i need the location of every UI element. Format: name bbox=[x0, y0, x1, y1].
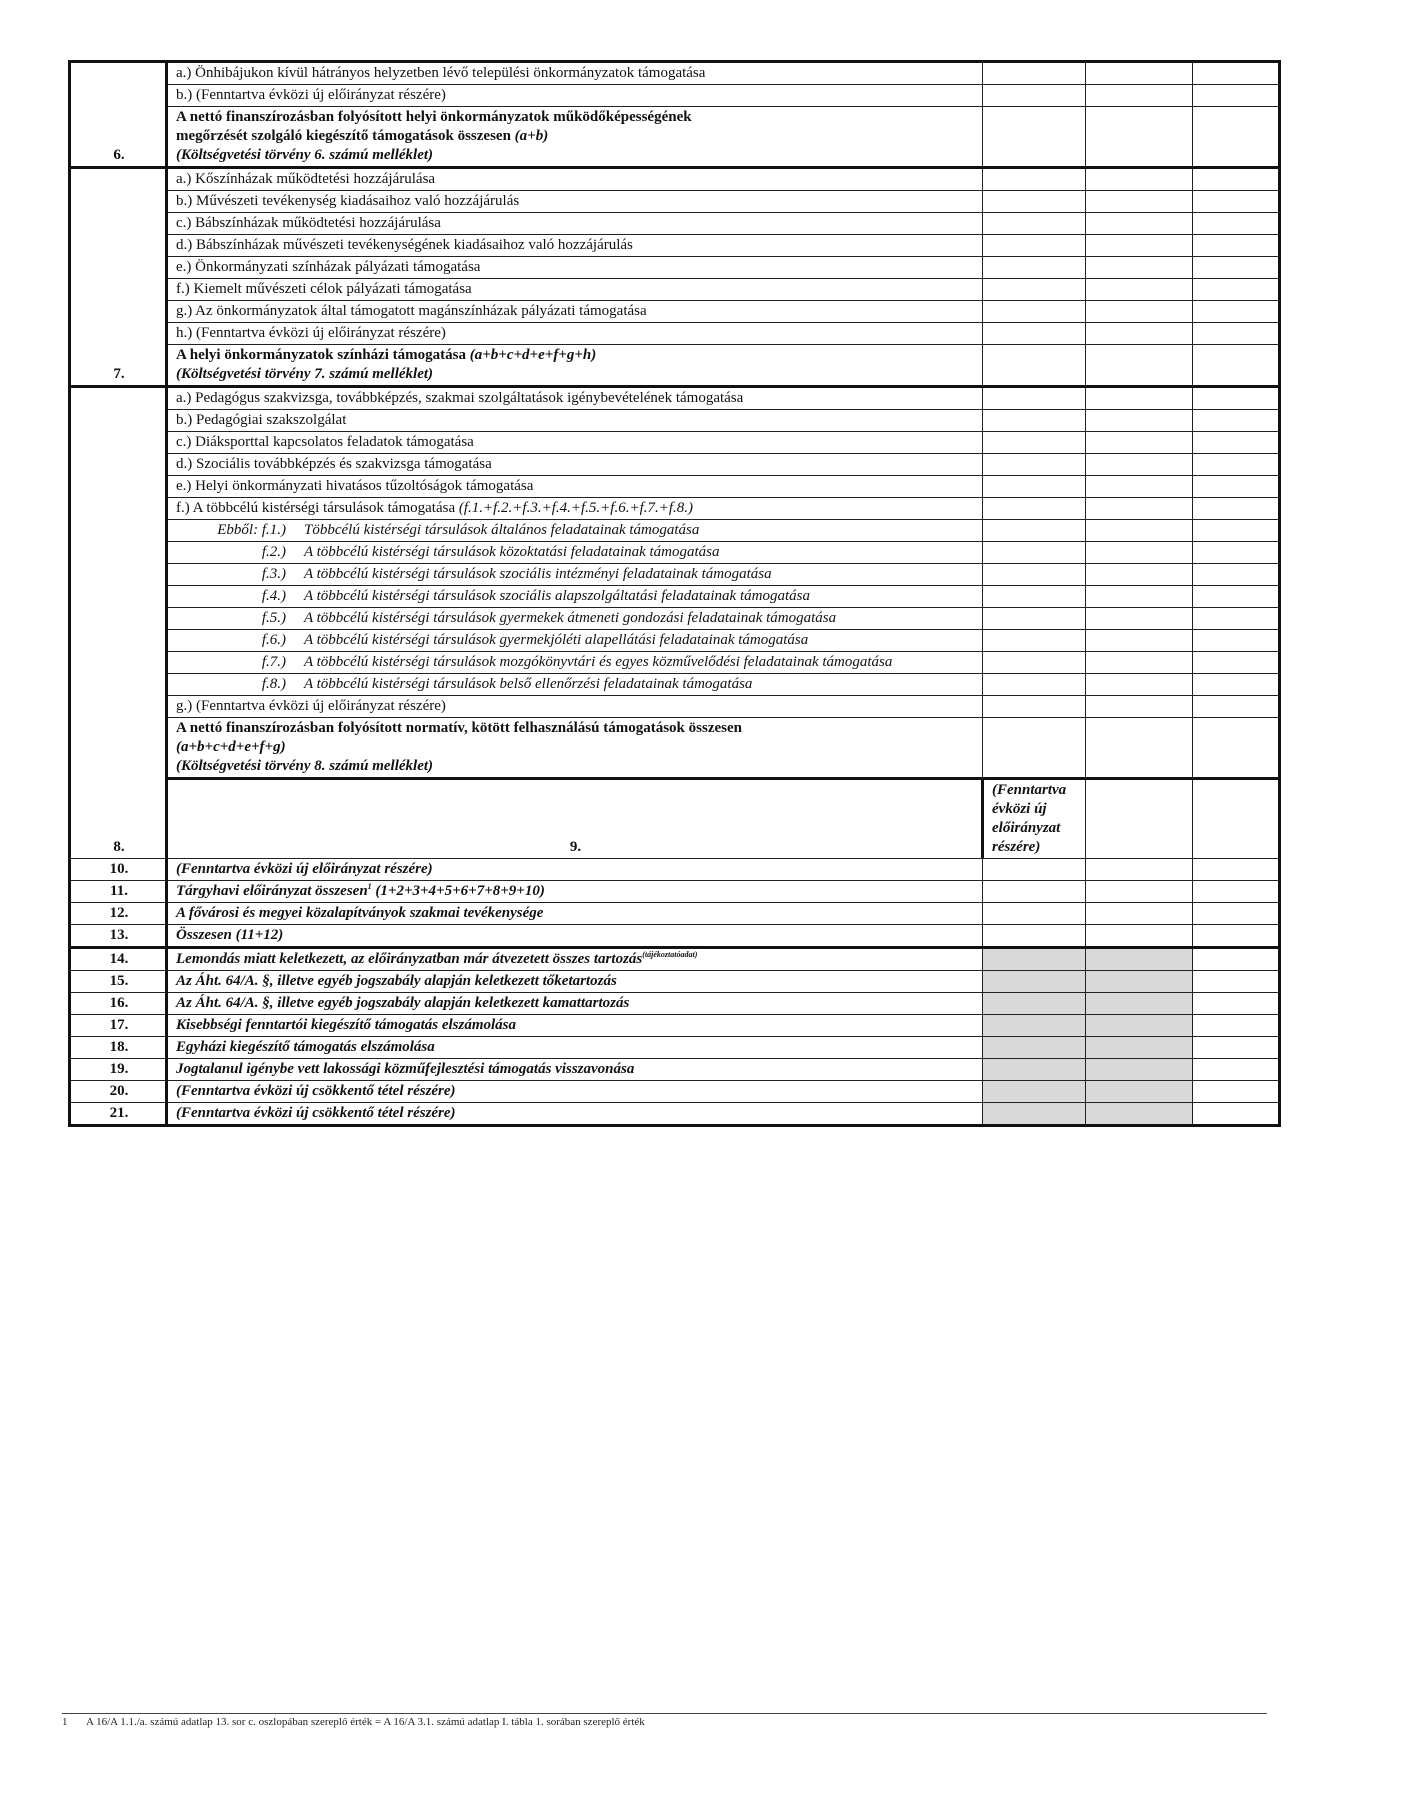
table-row bbox=[70, 993, 1280, 1015]
sub-text: A többcélú kistérségi társulások mozgókönyvtári és egyes közművelődési feladatainak támogatása bbox=[304, 654, 893, 670]
value-cell[interactable] bbox=[1086, 881, 1193, 903]
row-label: a.) Pedagógus szakvizsga, továbbképzés, szakmai szolgáltatások igénybevételének támogatása bbox=[167, 387, 983, 410]
disabled-cell bbox=[1086, 1037, 1193, 1059]
info-note: (tájékoztatóadat) bbox=[642, 950, 698, 959]
subsidy-form-table bbox=[68, 60, 1281, 1127]
sub-label: f.8.) bbox=[261, 676, 286, 692]
table-row bbox=[70, 1037, 1280, 1059]
sub-label: f.6.) bbox=[261, 632, 286, 648]
total-formula: (a+b+c+d+e+f+g+h) bbox=[469, 347, 597, 363]
table-row bbox=[70, 859, 1280, 881]
row-label-sub bbox=[167, 630, 983, 652]
value-cell[interactable] bbox=[1086, 301, 1193, 323]
value-cell[interactable] bbox=[983, 235, 1086, 257]
row-label: g.) Az önkormányzatok által támogatott magánszínházak pályázati támogatása bbox=[167, 301, 983, 323]
value-cell[interactable] bbox=[1086, 542, 1193, 564]
row-label-sub bbox=[167, 520, 983, 542]
row-label-total bbox=[167, 718, 983, 779]
value-cell[interactable] bbox=[1193, 993, 1280, 1015]
table-row bbox=[70, 191, 1280, 213]
value-cell[interactable] bbox=[1193, 1037, 1280, 1059]
value-cell[interactable] bbox=[1086, 630, 1193, 652]
footnote-ref: 1 bbox=[367, 882, 372, 891]
row-number: 19. bbox=[70, 1059, 167, 1081]
sub-text: A többcélú kistérségi társulások gyermekek átmeneti gondozási feladatainak támogatása bbox=[304, 610, 837, 626]
row-label: Az Áht. 64/A. §, illetve egyéb jogszabály alapján keletkezett kamattartozás bbox=[167, 993, 983, 1015]
row-number: 6. bbox=[70, 62, 167, 168]
value-cell[interactable] bbox=[983, 652, 1086, 674]
value-cell[interactable] bbox=[1193, 213, 1280, 235]
value-cell[interactable] bbox=[1086, 674, 1193, 696]
table-row-sub bbox=[70, 630, 1280, 652]
row-label: Egyházi kiegészítő támogatás elszámolása bbox=[167, 1037, 983, 1059]
total-formula: (a+b) bbox=[514, 128, 549, 144]
value-cell[interactable] bbox=[1193, 191, 1280, 213]
value-cell[interactable] bbox=[1086, 191, 1193, 213]
value-cell[interactable] bbox=[983, 191, 1086, 213]
value-cell[interactable] bbox=[1086, 652, 1193, 674]
value-cell[interactable] bbox=[1086, 85, 1193, 107]
total-line: A nettó finanszírozásban folyósított helyi önkormányzatok működőképességének bbox=[176, 109, 692, 125]
table-row bbox=[70, 498, 1280, 520]
value-cell[interactable] bbox=[1193, 85, 1280, 107]
sub-text: A többcélú kistérségi társulások belső ellenőrzési feladatainak támogatása bbox=[304, 676, 753, 692]
table-row bbox=[70, 387, 1280, 410]
value-cell[interactable] bbox=[1086, 387, 1193, 410]
row-label: A fővárosi és megyei közalapítványok szakmai tevékenysége bbox=[167, 903, 983, 925]
table-row bbox=[70, 257, 1280, 279]
value-cell[interactable] bbox=[1193, 520, 1280, 542]
row-number: 7. bbox=[70, 168, 167, 387]
table-row-sub bbox=[70, 652, 1280, 674]
row-label-sub bbox=[167, 674, 983, 696]
value-cell[interactable] bbox=[1086, 564, 1193, 586]
value-cell[interactable] bbox=[1086, 779, 1193, 859]
disabled-cell bbox=[983, 1037, 1086, 1059]
sub-label: f.4.) bbox=[261, 588, 286, 604]
value-cell[interactable] bbox=[1086, 432, 1193, 454]
disabled-cell bbox=[983, 1103, 1086, 1126]
value-cell[interactable] bbox=[983, 301, 1086, 323]
value-cell[interactable] bbox=[983, 903, 1086, 925]
disabled-cell bbox=[1086, 1081, 1193, 1103]
table-row bbox=[70, 432, 1280, 454]
value-cell[interactable] bbox=[1086, 498, 1193, 520]
value-cell[interactable] bbox=[1193, 301, 1280, 323]
table-row bbox=[70, 925, 1280, 948]
value-cell[interactable] bbox=[983, 925, 1086, 948]
value-cell[interactable] bbox=[983, 859, 1086, 881]
row-number: 8. bbox=[70, 387, 167, 859]
value-cell[interactable] bbox=[983, 345, 1086, 387]
row-label: d.) Bábszínházak művészeti tevékenységének kiadásaihoz való hozzájárulás bbox=[167, 235, 983, 257]
value-cell[interactable] bbox=[1086, 608, 1193, 630]
value-cell[interactable] bbox=[983, 85, 1086, 107]
value-cell[interactable] bbox=[1193, 779, 1280, 859]
value-cell[interactable] bbox=[983, 542, 1086, 564]
row-number: 18. bbox=[70, 1037, 167, 1059]
row-label: a.) Önhibájukon kívül hátrányos helyzetben lévő települési önkormányzatok támogatása bbox=[167, 62, 983, 85]
sum-formula: (1+2+3+4+5+6+7+8+9+10) bbox=[375, 883, 545, 899]
disabled-cell bbox=[1086, 993, 1193, 1015]
value-cell[interactable] bbox=[1193, 432, 1280, 454]
row-label: Összesen (11+12) bbox=[167, 925, 983, 948]
table-row-sub bbox=[70, 608, 1280, 630]
table-row bbox=[70, 279, 1280, 301]
table-row bbox=[70, 476, 1280, 498]
footnote-text: A 16/A 1.1./a. számú adatlap 13. sor c. oszlopában szereplő érték = A 16/A 3.1. számú adatlap I. tábla 1. sorában szereplő érték bbox=[86, 1716, 645, 1728]
row-number: 10. bbox=[70, 859, 167, 881]
value-cell[interactable] bbox=[983, 696, 1086, 718]
row-label: Kisebbségi fenntartói kiegészítő támogatás elszámolása bbox=[167, 1015, 983, 1037]
value-cell[interactable] bbox=[1193, 1059, 1280, 1081]
total-line: megőrzését szolgáló kiegészítő támogatások összesen bbox=[176, 128, 511, 144]
disabled-cell bbox=[983, 993, 1086, 1015]
value-cell[interactable] bbox=[1193, 323, 1280, 345]
value-cell[interactable] bbox=[983, 608, 1086, 630]
value-cell[interactable] bbox=[983, 387, 1086, 410]
value-cell[interactable] bbox=[1193, 168, 1280, 191]
value-cell[interactable] bbox=[1193, 903, 1280, 925]
value-cell[interactable] bbox=[1193, 859, 1280, 881]
row-number: 15. bbox=[70, 971, 167, 993]
value-cell[interactable] bbox=[1086, 586, 1193, 608]
table-row-total bbox=[70, 718, 1280, 779]
value-cell[interactable] bbox=[983, 498, 1086, 520]
value-cell[interactable] bbox=[1193, 498, 1280, 520]
value-cell[interactable] bbox=[1086, 903, 1193, 925]
value-cell[interactable] bbox=[1086, 345, 1193, 387]
value-cell[interactable] bbox=[1086, 213, 1193, 235]
value-cell[interactable] bbox=[983, 323, 1086, 345]
value-cell[interactable] bbox=[1193, 674, 1280, 696]
sub-text: A többcélú kistérségi társulások gyermekjóléti alapellátási feladatainak támogatása bbox=[304, 632, 809, 648]
row-label-total bbox=[167, 345, 983, 387]
table-row bbox=[70, 235, 1280, 257]
total-reference: (Költségvetési törvény 7. számú melléklet) bbox=[176, 366, 434, 382]
disabled-cell bbox=[983, 1081, 1086, 1103]
value-cell[interactable] bbox=[1193, 476, 1280, 498]
value-cell[interactable] bbox=[1193, 971, 1280, 993]
table-row bbox=[70, 779, 1280, 859]
table-row bbox=[70, 1059, 1280, 1081]
value-cell[interactable] bbox=[983, 213, 1086, 235]
table-row bbox=[70, 85, 1280, 107]
value-cell[interactable] bbox=[1193, 608, 1280, 630]
table-row-sub bbox=[70, 564, 1280, 586]
row-label: c.) Bábszínházak működtetési hozzájárulása bbox=[167, 213, 983, 235]
table-row bbox=[70, 881, 1280, 903]
row-label-sub bbox=[167, 564, 983, 586]
row-number: 21. bbox=[70, 1103, 167, 1126]
table-row bbox=[70, 971, 1280, 993]
value-cell[interactable] bbox=[1193, 1015, 1280, 1037]
table-row bbox=[70, 696, 1280, 718]
table-row bbox=[70, 301, 1280, 323]
value-cell[interactable] bbox=[1193, 948, 1280, 971]
value-cell[interactable] bbox=[1193, 387, 1280, 410]
row-label: (Fenntartva évközi új előirányzat részére) bbox=[167, 859, 983, 881]
value-cell[interactable] bbox=[1193, 925, 1280, 948]
row-label: f.) A többcélú kistérségi társulások támogatása (f.1.+f.2.+f.3.+f.4.+f.5.+f.6.+f.7.+f.8.) bbox=[167, 498, 983, 520]
table-row bbox=[70, 323, 1280, 345]
sub-text: Többcélú kistérségi társulások általános feladatainak támogatása bbox=[304, 522, 700, 538]
value-cell[interactable] bbox=[1193, 564, 1280, 586]
table-row-sub bbox=[70, 586, 1280, 608]
table-row bbox=[70, 1015, 1280, 1037]
value-cell[interactable] bbox=[983, 520, 1086, 542]
row-number: 16. bbox=[70, 993, 167, 1015]
value-cell[interactable] bbox=[1086, 257, 1193, 279]
row-label: Lemondás miatt keletkezett, az előirányzatban már átvezetett összes tartozás$^{(tájékoztatóadat)}$ bbox=[167, 948, 983, 971]
total-reference: (Költségvetési törvény 6. számú melléklet) bbox=[176, 147, 434, 163]
row-label: Az Áht. 64/A. §, illetve egyéb jogszabály alapján keletkezett tőketartozás bbox=[167, 971, 983, 993]
sub-text: A többcélú kistérségi társulások szociális alapszolgáltatási feladatainak támogatása bbox=[304, 588, 810, 604]
disabled-cell bbox=[983, 1015, 1086, 1037]
value-cell[interactable] bbox=[1086, 859, 1193, 881]
value-cell[interactable] bbox=[1193, 279, 1280, 301]
sub-label: Ebből: f.1.) bbox=[217, 522, 286, 538]
table-row-sub bbox=[70, 520, 1280, 542]
value-cell[interactable] bbox=[1193, 1081, 1280, 1103]
value-cell[interactable] bbox=[1086, 476, 1193, 498]
row-label: c.) Diáksporttal kapcsolatos feladatok támogatása bbox=[167, 432, 983, 454]
row-label: Jogtalanul igénybe vett lakossági közműfejlesztési támogatás visszavonása bbox=[167, 1059, 983, 1081]
value-cell[interactable] bbox=[1193, 345, 1280, 387]
sub-text: A többcélú kistérségi társulások szociális intézményi feladatainak támogatása bbox=[304, 566, 772, 582]
value-cell[interactable] bbox=[1193, 257, 1280, 279]
row-label-sub bbox=[167, 586, 983, 608]
disabled-cell bbox=[983, 948, 1086, 971]
value-cell[interactable] bbox=[1193, 718, 1280, 779]
row-label: (Fenntartva évközi új csökkentő tétel részére) bbox=[167, 1103, 983, 1126]
value-cell[interactable] bbox=[1086, 323, 1193, 345]
value-cell[interactable] bbox=[983, 630, 1086, 652]
value-cell[interactable] bbox=[983, 476, 1086, 498]
row-number: 11. bbox=[70, 881, 167, 903]
value-cell[interactable] bbox=[1193, 235, 1280, 257]
value-cell[interactable] bbox=[1086, 520, 1193, 542]
disabled-cell bbox=[983, 1059, 1086, 1081]
row-number: 13. bbox=[70, 925, 167, 948]
total-reference: (Költségvetési törvény 8. számú melléklet) bbox=[176, 758, 434, 774]
row-number: 20. bbox=[70, 1081, 167, 1103]
row-label: (Fenntartva évközi új csökkentő tétel részére) bbox=[167, 1081, 983, 1103]
table-row bbox=[70, 62, 1280, 85]
value-cell[interactable] bbox=[983, 432, 1086, 454]
row-label: b.) Pedagógiai szakszolgálat bbox=[167, 410, 983, 432]
table-row bbox=[70, 168, 1280, 191]
value-cell[interactable] bbox=[983, 62, 1086, 85]
disabled-cell bbox=[1086, 971, 1193, 993]
value-cell[interactable] bbox=[983, 410, 1086, 432]
row-number: 17. bbox=[70, 1015, 167, 1037]
sub-label: f.2.) bbox=[261, 544, 286, 560]
value-cell[interactable] bbox=[1086, 454, 1193, 476]
sum-formula: (f.1.+f.2.+f.3.+f.4.+f.5.+f.6.+f.7.+f.8.) bbox=[458, 500, 694, 516]
value-cell[interactable] bbox=[983, 107, 1086, 168]
value-cell[interactable] bbox=[983, 586, 1086, 608]
row-label: g.) (Fenntartva évközi új előirányzat részére) bbox=[167, 696, 983, 718]
disabled-cell bbox=[1086, 1015, 1193, 1037]
row-label-sub bbox=[167, 652, 983, 674]
row-label: e.) Helyi önkormányzati hivatásos tűzoltóságok támogatása bbox=[167, 476, 983, 498]
row-label: e.) Önkormányzati színházak pályázati támogatása bbox=[167, 257, 983, 279]
value-cell[interactable] bbox=[1193, 586, 1280, 608]
table-row-total bbox=[70, 107, 1280, 168]
value-cell[interactable] bbox=[1086, 410, 1193, 432]
value-cell[interactable] bbox=[983, 564, 1086, 586]
row-number: 12. bbox=[70, 903, 167, 925]
value-cell[interactable] bbox=[1193, 630, 1280, 652]
value-cell[interactable] bbox=[1086, 235, 1193, 257]
sub-label: f.3.) bbox=[261, 566, 286, 582]
table-row bbox=[70, 454, 1280, 476]
table-row bbox=[70, 1081, 1280, 1103]
row-label: Tárgyhavi előirányzat összesen$^1$ (1+2+3+4+5+6+7+8+9+10) bbox=[167, 881, 983, 903]
table-row bbox=[70, 948, 1280, 971]
value-cell[interactable] bbox=[983, 881, 1086, 903]
value-cell[interactable] bbox=[1086, 107, 1193, 168]
value-cell[interactable] bbox=[1193, 652, 1280, 674]
value-cell[interactable] bbox=[1193, 1103, 1280, 1126]
row-label-sub bbox=[167, 608, 983, 630]
value-cell[interactable] bbox=[983, 257, 1086, 279]
table-row bbox=[70, 903, 1280, 925]
footnote-mark: 1 bbox=[62, 1716, 68, 1728]
table-row bbox=[70, 410, 1280, 432]
value-cell[interactable] bbox=[983, 454, 1086, 476]
total-formula: (a+b+c+d+e+f+g) bbox=[176, 739, 286, 755]
table-row-sub bbox=[70, 542, 1280, 564]
value-cell[interactable] bbox=[983, 718, 1086, 779]
row-label: b.) Művészeti tevékenység kiadásaihoz való hozzájárulás bbox=[167, 191, 983, 213]
row-label-total bbox=[167, 107, 983, 168]
total-line: A nettó finanszírozásban folyósított normatív, kötött felhasználású támogatások összesen bbox=[176, 720, 742, 736]
value-cell[interactable] bbox=[983, 168, 1086, 191]
value-cell[interactable] bbox=[1193, 454, 1280, 476]
footnote-divider bbox=[62, 1713, 1267, 1714]
row-label: (Fenntartva évközi új előirányzat részére) bbox=[983, 779, 1086, 859]
row-number: 14. bbox=[70, 948, 167, 971]
disabled-cell bbox=[1086, 948, 1193, 971]
row-label-sub bbox=[167, 542, 983, 564]
value-cell[interactable] bbox=[1193, 542, 1280, 564]
sub-text: A többcélú kistérségi társulások közoktatási feladatainak támogatása bbox=[304, 544, 720, 560]
value-cell[interactable] bbox=[983, 279, 1086, 301]
row-label: a.) Kőszínházak működtetési hozzájárulása bbox=[167, 168, 983, 191]
table-row-total bbox=[70, 345, 1280, 387]
value-cell[interactable] bbox=[983, 674, 1086, 696]
value-cell[interactable] bbox=[1193, 410, 1280, 432]
value-cell[interactable] bbox=[1086, 279, 1193, 301]
row-number: 9. bbox=[167, 779, 983, 859]
table-row-sub bbox=[70, 674, 1280, 696]
value-cell[interactable] bbox=[1193, 107, 1280, 168]
row-label: h.) (Fenntartva évközi új előirányzat részére) bbox=[167, 323, 983, 345]
value-cell[interactable] bbox=[1086, 62, 1193, 85]
sub-label: f.7.) bbox=[261, 654, 286, 670]
value-cell[interactable] bbox=[1086, 696, 1193, 718]
value-cell[interactable] bbox=[1193, 881, 1280, 903]
row-label: b.) (Fenntartva évközi új előirányzat részére) bbox=[167, 85, 983, 107]
value-cell[interactable] bbox=[1086, 168, 1193, 191]
total-line: A helyi önkormányzatok színházi támogatása bbox=[176, 347, 467, 363]
row-label: d.) Szociális továbbképzés és szakvizsga támogatása bbox=[167, 454, 983, 476]
value-cell[interactable] bbox=[1193, 696, 1280, 718]
disabled-cell bbox=[1086, 1059, 1193, 1081]
value-cell[interactable] bbox=[1086, 718, 1193, 779]
row-label: f.) Kiemelt művészeti célok pályázati támogatása bbox=[167, 279, 983, 301]
table-row bbox=[70, 213, 1280, 235]
value-cell[interactable] bbox=[1193, 62, 1280, 85]
disabled-cell bbox=[1086, 1103, 1193, 1126]
sub-label: f.5.) bbox=[261, 610, 286, 626]
disabled-cell bbox=[983, 971, 1086, 993]
table-row bbox=[70, 1103, 1280, 1126]
value-cell[interactable] bbox=[1086, 925, 1193, 948]
footnote bbox=[62, 1716, 645, 1728]
